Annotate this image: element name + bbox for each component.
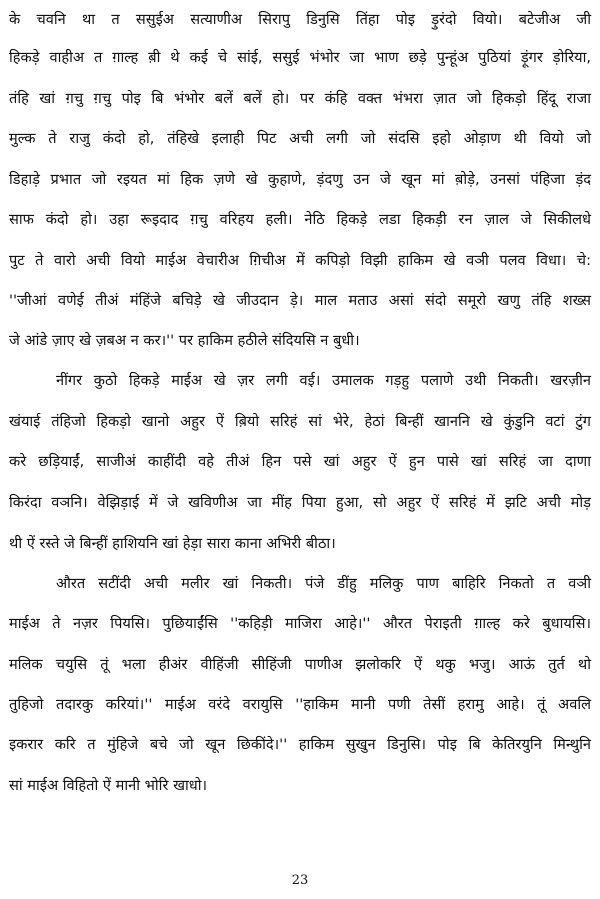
text-line: हिकड़े वाहीअ त ग़ाल्ह ब़ी थे कई चे सांई, ससुई भंभोर जा भाण छड़े पुन्हूंअ पुठियां ड़ूंगर ड़ोरिया, — [9, 49, 591, 66]
text-line: किरंदा वञनि। वेझिड़ाई में जे खविणीअ जा मींह पिया हुआ, सो अहुर ऐं सरिहं में झटि अची मोड़ — [9, 494, 591, 511]
page-number: 23 — [291, 873, 309, 888]
paragraph-first-line: औरत सटींदी अची मलीर खां निकती। पंजे डींहु मलिकु पाण बाहिरि निकतो त वञी — [56, 575, 591, 592]
text-line: जे आंडे ज़ाए खे ज़बअ न कर।'' पर हाकिम हठीले संदियसि न बुधी। — [9, 332, 360, 349]
text-line: मलिक चयुसि तूं भला हीअंर वीहिंजी सीहिंजी पाणीअ झलोकरि ऐं थकु भजु। आऊं तुर्त थो — [9, 656, 591, 673]
text-line: तंहि खां ग़चु ग़चु पोइ बि भंभोर बलें बलें हो। पर कंहि वक्त भंभरा ज़ात जो हिकड़ो हिंदू राजा — [9, 90, 591, 107]
text-line: थी ऐं रस्ते जे बिन्हीं हाशियनि खां हेड़ा सारा काना अभिरी बीठा। — [9, 535, 336, 552]
text-line: मुल्क ते राजु कंदो हो, तंहिखे इलाही पिट अची लगी जो संदसि इहो ओड़ाण थी वियो जो — [9, 130, 591, 147]
text-line: सां माईअ विहितो ऐं मानी भोरि खाधो। — [9, 777, 208, 794]
paragraph-first-line: नींगर कुठो हिकड़े माईअ खे ज़र लगी वई। उमालक गड़हु पलाणे उथी निकती। खरज़ीन — [56, 372, 591, 389]
text-line: पुट ते वारो अची वियो माईअ वेचारीअ ग़िचीअ में कपिड़ो विझी हाकिम खे वञी पलव विधा। चे: — [9, 252, 591, 269]
text-line: डिहाड़े प्रभात जो रइयत मां हिक ज़णे खे कुहाणे, ड़ंदणु उन जे खून मां ब़ोड़े, उनसां पंहिजा ड़ंद — [9, 171, 591, 188]
text-line: माईअ ते नज़र पियसि। पुछियाईंसि ''कहिड़ी माजिरा आहे।'' औरत पेराइती ग़ाल्ह करे बुधायसि। — [9, 615, 591, 632]
text-line: ''जीआं वणेई तीअं मंहिंजे बचिड़े खे जीउदान ड़े। माल मताउ असां संदो समूरो खणु तंहि शख्स — [9, 292, 591, 309]
text-line: के चवनि था त ससुईअ सत्याणीअ सिरापु डिनुसि तिंहा पोइ ड़ुरंदो वियो। बटेजीअ जी — [9, 11, 591, 28]
text-line: साफ कंदो हो। उहा रूइदाद ग़चु वरिहय हली। नेठि हिकड़े लडा हिकड़ी रन ज़ाल जे सिकीलधे — [9, 211, 591, 228]
text-line: तुहिजो तदारकु करियां।'' माईअ वरंदे वरायुसि ''हाकिम मानी पणी तेसीं हरामु आहे। तूं अवलि — [9, 696, 591, 713]
text-line: इकरार करि त मुंहिजे बचे जो खून छिकींदे।'' हाकिम सुखुन डिनुसि। पोइ बि केतिरयुनि मिन्थुनि — [9, 736, 591, 753]
text-line: खंयाई तंहिजो हिकड़ो खानो अहुर ऐं ब़ियो सरिहं सां भेरे, हेठां बिन्हीं खाननि खे कुंडुनि वटां टुंग — [9, 413, 591, 430]
text-line: करे छड़ियाईं, साजीअं काहींदी वहे तीअं हिन पसे खां अहुर ऐं हुन पासे खां सरिहं जा दाणा — [9, 453, 591, 470]
